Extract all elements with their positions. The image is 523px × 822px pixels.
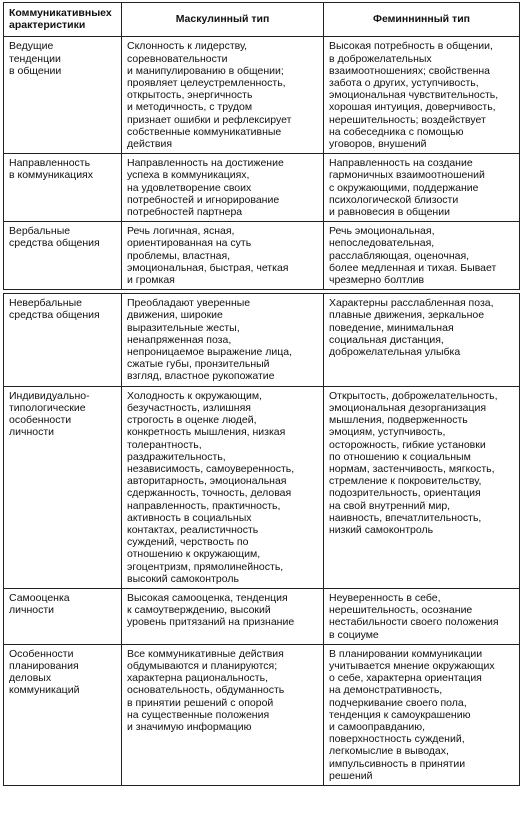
feminine-line: непоследовательная, bbox=[329, 237, 435, 250]
characteristic-cell bbox=[4, 37, 122, 154]
characteristic-line: особенности bbox=[9, 414, 72, 427]
feminine-line: эмоциям, уступчивость, bbox=[329, 426, 446, 439]
feminine-line: эмоциональная чувствительность, bbox=[329, 89, 499, 102]
feminine-line: в социуме bbox=[329, 628, 379, 641]
characteristic-line: в общении bbox=[9, 64, 62, 77]
characteristic-line: Самооценка bbox=[9, 591, 70, 604]
header-line: Маскулинный тип bbox=[175, 13, 270, 26]
masculine-line: суждений, черствость по bbox=[127, 536, 249, 549]
characteristic-line: Ведущие bbox=[9, 40, 54, 53]
feminine-cell bbox=[324, 37, 520, 154]
feminine-line: поведение, минимальная bbox=[329, 321, 454, 334]
masculine-cell bbox=[122, 588, 324, 644]
masculine-line: Преобладают уверенные bbox=[127, 297, 251, 310]
feminine-line: в доброжелательных bbox=[329, 52, 432, 65]
masculine-line: открытость, энергичность bbox=[127, 89, 253, 102]
feminine-line: уговоров, внушений bbox=[329, 138, 427, 151]
table-row bbox=[4, 154, 520, 222]
feminine-line: по отношению к социальным bbox=[329, 450, 471, 463]
feminine-line: и самооправданию, bbox=[329, 720, 426, 733]
feminine-line: на собеседника с помощью bbox=[329, 125, 464, 138]
masculine-line: потребностей партнера bbox=[127, 206, 243, 219]
header-characteristics bbox=[4, 3, 122, 37]
masculine-line: к самоутверждению, высокий bbox=[127, 604, 271, 617]
masculine-line: эмоциональная, быстрая, четкая bbox=[127, 261, 289, 274]
characteristic-line: личности bbox=[9, 604, 55, 617]
masculine-line: признает ошибки и рефлексирует bbox=[127, 113, 292, 126]
masculine-line: собственные коммуникативные bbox=[127, 125, 282, 138]
masculine-cell bbox=[122, 386, 324, 588]
masculine-line: движения, широкие bbox=[127, 309, 223, 322]
masculine-line: строгость в оценке людей, bbox=[127, 414, 257, 427]
masculine-cell bbox=[122, 154, 324, 222]
document-page bbox=[3, 2, 519, 786]
masculine-line: эгоцентризм, прямолинейность, bbox=[127, 560, 284, 573]
characteristic-line: тенденции bbox=[9, 52, 61, 65]
masculine-line: отношению к окружающим, bbox=[127, 548, 261, 561]
feminine-line: осторожность, гибкие установки bbox=[329, 438, 486, 451]
characteristic-cell bbox=[4, 644, 122, 785]
characteristic-line: Индивидуально- bbox=[9, 389, 90, 402]
feminine-line: решений bbox=[329, 769, 373, 782]
characteristic-cell bbox=[4, 294, 122, 386]
feminine-line: эмоциональная дезорганизация bbox=[329, 401, 487, 414]
masculine-line: проявляет целеустремленность, bbox=[127, 77, 286, 90]
masculine-line: независимость, самоуверенность, bbox=[127, 462, 295, 475]
masculine-line: обдумываются и планируются; bbox=[127, 659, 278, 672]
feminine-line: наивность, впечатлительность, bbox=[329, 511, 482, 524]
masculine-line: характерна рациональность, bbox=[127, 672, 269, 685]
masculine-line: активность в социальных bbox=[127, 511, 252, 524]
feminine-line: психологической близости bbox=[329, 193, 459, 206]
masculine-line: безучастность, излишняя bbox=[127, 401, 251, 414]
masculine-line: уровень притязаний на признание bbox=[127, 616, 295, 629]
masculine-line: Склонность к лидерству, bbox=[127, 40, 248, 53]
masculine-line: направленность, практичность, bbox=[127, 499, 281, 512]
masculine-line: и громкая bbox=[127, 274, 175, 287]
table-row bbox=[4, 386, 520, 588]
masculine-line: проблемы, властная, bbox=[127, 249, 231, 262]
feminine-line: легкомыслие в выводах, bbox=[329, 745, 449, 758]
feminine-line: импульсивность в принятии bbox=[329, 757, 466, 770]
feminine-cell bbox=[324, 294, 520, 386]
header-line: Феминнинный тип bbox=[373, 13, 470, 26]
masculine-line: действия bbox=[127, 138, 173, 151]
feminine-line: доброжелательная улыбка bbox=[329, 346, 461, 359]
feminine-line: низкий самоконтроль bbox=[329, 523, 434, 536]
characteristic-line: средства общения bbox=[9, 309, 100, 322]
characteristic-cell bbox=[4, 154, 122, 222]
masculine-line: Высокая самооценка, тенденция bbox=[127, 591, 288, 604]
feminine-line: с окружающими, поддержание bbox=[329, 181, 479, 194]
characteristic-line: в коммуникациях bbox=[9, 169, 93, 182]
characteristic-line: личности bbox=[9, 426, 55, 439]
feminine-line: подозрительность, ориентация bbox=[329, 487, 481, 500]
feminine-cell bbox=[324, 386, 520, 588]
feminine-line: и равновесия в общении bbox=[329, 206, 450, 219]
communication-types-table bbox=[3, 2, 520, 290]
feminine-line: на свой внутренний мир, bbox=[329, 499, 451, 512]
masculine-line: раздражительность, bbox=[127, 450, 226, 463]
masculine-line: потребностей и игнорирование bbox=[127, 193, 280, 206]
feminine-line: плавные движения, зеркальное bbox=[329, 309, 485, 322]
header-feminine-type bbox=[324, 3, 520, 37]
characteristic-line: Вербальные bbox=[9, 225, 71, 238]
masculine-line: взгляд, властное рукопожатие bbox=[127, 370, 275, 383]
characteristic-line: типологические bbox=[9, 401, 86, 414]
masculine-line: конкретность мышления, низкая bbox=[127, 426, 286, 439]
feminine-cell bbox=[324, 588, 520, 644]
table-row bbox=[4, 37, 520, 154]
masculine-line: ориентированная на суть bbox=[127, 237, 252, 250]
feminine-line: тенденция к самоукрашению bbox=[329, 708, 471, 721]
masculine-line: в принятии решений с опорой bbox=[127, 696, 274, 709]
masculine-line: на существенные положения bbox=[127, 708, 270, 721]
masculine-line: основательность, обдуманность bbox=[127, 684, 285, 697]
table-row bbox=[4, 294, 520, 386]
table-row bbox=[4, 222, 520, 290]
feminine-line: учитывается мнение окружающих bbox=[329, 659, 495, 672]
feminine-line: мышления, подверженность bbox=[329, 414, 468, 427]
feminine-line: хорошая интуиция, доверчивость, bbox=[329, 101, 496, 114]
feminine-line: подчеркивание своего пола, bbox=[329, 696, 467, 709]
masculine-cell bbox=[122, 294, 324, 386]
masculine-line: Все коммуникативные действия bbox=[127, 647, 284, 660]
masculine-line: и манипулированию в общении; bbox=[127, 64, 284, 77]
header-masculine-type bbox=[122, 3, 324, 37]
feminine-line: Характерны расслабленная поза, bbox=[329, 297, 494, 310]
masculine-line: ненапряженная поза, bbox=[127, 333, 232, 346]
masculine-line: Направленность на достижение bbox=[127, 157, 284, 170]
masculine-line: сдержанность, точность, деловая bbox=[127, 487, 292, 500]
masculine-line: и значимую информацию bbox=[127, 720, 252, 733]
feminine-line: поверхностность суждений, bbox=[329, 733, 465, 746]
feminine-line: Неуверенность в себе, bbox=[329, 591, 441, 604]
feminine-line: нестабильности своего положения bbox=[329, 616, 499, 629]
feminine-cell bbox=[324, 154, 520, 222]
feminine-line: забота о других, уступчивость, bbox=[329, 77, 479, 90]
masculine-line: выразительные жесты, bbox=[127, 321, 240, 334]
header-line: характеристики bbox=[9, 7, 112, 32]
characteristic-line: деловых bbox=[9, 672, 52, 685]
masculine-line: и методичность, с трудом bbox=[127, 101, 253, 114]
feminine-line: нерешительность; воздействует bbox=[329, 113, 486, 126]
feminine-line: нерешительность, осознание bbox=[329, 604, 473, 617]
characteristic-line: Направленность bbox=[9, 157, 91, 170]
feminine-line: более медленная и тихая. Бывает bbox=[329, 261, 497, 274]
feminine-line: о себе, характерна ориентация bbox=[329, 672, 482, 685]
feminine-line: Открытость, доброжелательность, bbox=[329, 389, 498, 402]
feminine-line: расслабляющая, оценочная, bbox=[329, 249, 470, 262]
table-row bbox=[4, 588, 520, 644]
masculine-line: контактах, реалистичность bbox=[127, 523, 259, 536]
feminine-line: нормам, застенчивость, мягкость, bbox=[329, 462, 495, 475]
feminine-line: гармоничных взаимоотношений bbox=[329, 169, 485, 182]
masculine-line: Холодность к окружающим, bbox=[127, 389, 262, 402]
characteristic-cell bbox=[4, 222, 122, 290]
characteristic-cell bbox=[4, 386, 122, 588]
feminine-line: Направленность на создание bbox=[329, 157, 473, 170]
masculine-cell bbox=[122, 222, 324, 290]
feminine-line: Высокая потребность в общении, bbox=[329, 40, 493, 53]
feminine-line: В планировании коммуникации bbox=[329, 647, 483, 660]
characteristic-line: Невербальные bbox=[9, 297, 82, 310]
feminine-line: социальная дистанция, bbox=[329, 333, 444, 346]
masculine-line: непроницаемое выражение лица, bbox=[127, 346, 293, 359]
masculine-line: сжатые губы, пронзительный bbox=[127, 358, 270, 371]
masculine-line: успеха в коммуникациях, bbox=[127, 169, 250, 182]
communication-types-table-continued bbox=[3, 293, 520, 786]
masculine-cell bbox=[122, 644, 324, 785]
characteristic-line: средства общения bbox=[9, 237, 100, 250]
masculine-cell bbox=[122, 37, 324, 154]
feminine-line: Речь эмоциональная, bbox=[329, 225, 435, 238]
header-row bbox=[4, 3, 520, 37]
characteristic-line: коммуникаций bbox=[9, 684, 80, 697]
masculine-line: авторитарность, эмоциональная bbox=[127, 475, 287, 488]
masculine-line: соревновательности bbox=[127, 52, 228, 65]
header-line: Коммуникативные bbox=[9, 7, 106, 19]
feminine-line: взаимоотношениях; свойственна bbox=[329, 64, 491, 77]
masculine-line: на удовлетворение своих bbox=[127, 181, 252, 194]
table-row bbox=[4, 644, 520, 785]
masculine-line: высокий самоконтроль bbox=[127, 572, 239, 585]
characteristic-line: планирования bbox=[9, 659, 79, 672]
feminine-line: на демонстративность, bbox=[329, 684, 443, 697]
characteristic-cell bbox=[4, 588, 122, 644]
feminine-line: стремление к покровительству, bbox=[329, 475, 482, 488]
characteristic-line: Особенности bbox=[9, 647, 74, 660]
masculine-line: Речь логичная, ясная, bbox=[127, 225, 235, 238]
masculine-line: толерантность, bbox=[127, 438, 202, 451]
feminine-cell bbox=[324, 222, 520, 290]
feminine-cell bbox=[324, 644, 520, 785]
feminine-line: чрезмерно болтлив bbox=[329, 274, 425, 287]
